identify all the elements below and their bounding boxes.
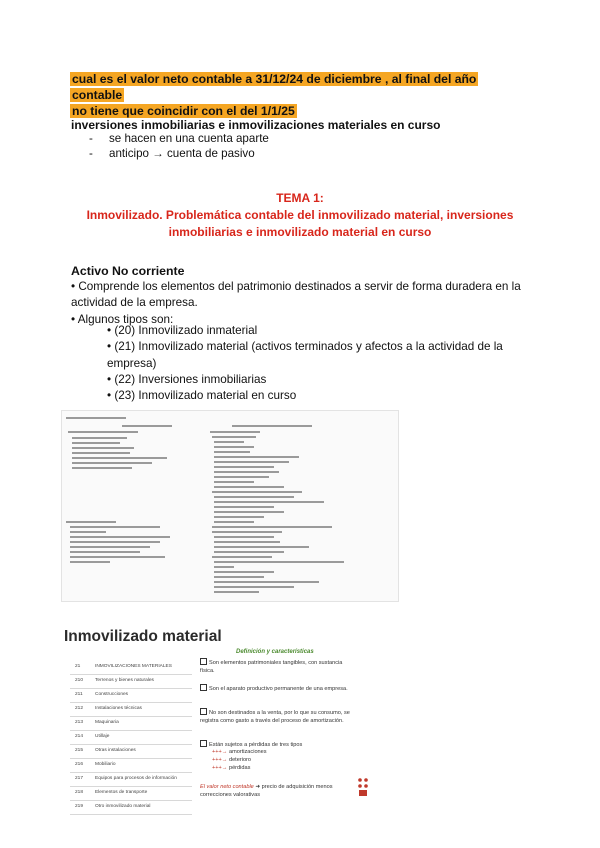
vnc-label: El valor neto contable (200, 784, 254, 790)
list-item: • (22) Inversiones inmobiliarias (107, 372, 267, 386)
checkbox-icon (200, 740, 207, 747)
loss-types (212, 748, 267, 772)
tema-line-3: inmobiliarias e inmovilizado material en curso (168, 225, 432, 239)
list-item: empresa) (107, 356, 157, 370)
highlight-line-1: cual es el valor neto contable a 31/12/24 de diciembre , al final del año contable (72, 72, 477, 102)
checkbox-icon (200, 708, 207, 715)
balance-sheet-scan (62, 411, 398, 601)
tema-number: TEMA 1: (276, 191, 324, 205)
table-row: 217 Equipos para procesos de información (70, 772, 192, 787)
list-item: • (20) Inmovilizado inmaterial (107, 324, 258, 337)
list-item: +++→ deterioro (212, 757, 252, 763)
activo-p2: • Algunos tipos son: (71, 312, 174, 326)
slide-bullet: No son destinados a la venta, por lo que su consumo, se registra como gasto a través del proceso de amortización. (200, 710, 350, 724)
list-item: • (23) Inmovilizado material en curso (107, 389, 297, 403)
table-row: 21 INMOVILIZACIONES MATERIALES (70, 660, 192, 675)
inmovilizado-slide (64, 628, 386, 808)
tema-line-2: Inmovilizado. Problemática contable del inmovilizado material, inversiones (86, 208, 514, 222)
list-item: - anticipo → cuenta de pasivo (89, 147, 255, 160)
vnc-text: precio de adquisición menos correcciones valorativas (200, 784, 333, 798)
tema-title (60, 190, 540, 241)
university-logo-icon (356, 776, 370, 798)
balance-sheet-image (61, 410, 399, 602)
slide-bullet: Son elementos patrimoniales tangibles, con sustancia física. (200, 660, 343, 674)
arrow-right-icon: ➜ (255, 784, 262, 790)
table-row: 211 Construcciones (70, 688, 192, 703)
table-row: 219 Otro inmovilizado material (70, 800, 192, 815)
activo-heading: Activo No corriente (71, 264, 185, 278)
vnc-definition (200, 783, 360, 799)
activo-body (71, 279, 541, 328)
table-row: 215 Otras instalaciones (70, 744, 192, 759)
table-row: 212 Instalaciones técnicas (70, 702, 192, 717)
checkbox-icon (200, 658, 207, 665)
slide-bullet: Son el aparato productivo permanente de una empresa. (200, 684, 350, 693)
highlight-note (70, 71, 530, 119)
list-item: • (21) Inmovilizado material (activos terminados y afectos a la actividad de la (107, 340, 503, 354)
checkbox-icon (200, 684, 207, 691)
activo-types (107, 323, 537, 404)
activo-p1-line1: • Comprende los elementos del patrimonio destinados a servir de forma duradera en la (71, 280, 521, 293)
table-row: 213 Maquinaria (70, 716, 192, 731)
table-row: 214 Utillaje (70, 730, 192, 745)
activo-p1-line2: actividad de la empresa. (71, 296, 198, 310)
slide-bullet: Están sujetos a pérdidas de tres tipos (200, 740, 350, 749)
list-item: +++→ pérdidas (212, 765, 251, 771)
table-row: 210 Terrenos y bienes naturales (70, 674, 192, 689)
slide-definition-heading: Definición y características (236, 649, 314, 655)
slide-title: Inmovilizado material (64, 628, 222, 645)
table-row: 218 Elementos de transporte (70, 786, 192, 801)
list-item: - se hacen en una cuenta aparte (89, 132, 269, 145)
dash-list (89, 131, 269, 161)
highlight-line-2: no tiene que coincidir con el del 1/1/25 (72, 104, 295, 118)
list-item: +++→ amortizaciones (212, 749, 267, 755)
section-heading: inversiones inmobiliarias e inmovilizaciones materiales en curso (71, 118, 441, 132)
table-row: 216 Mobiliario (70, 758, 192, 773)
